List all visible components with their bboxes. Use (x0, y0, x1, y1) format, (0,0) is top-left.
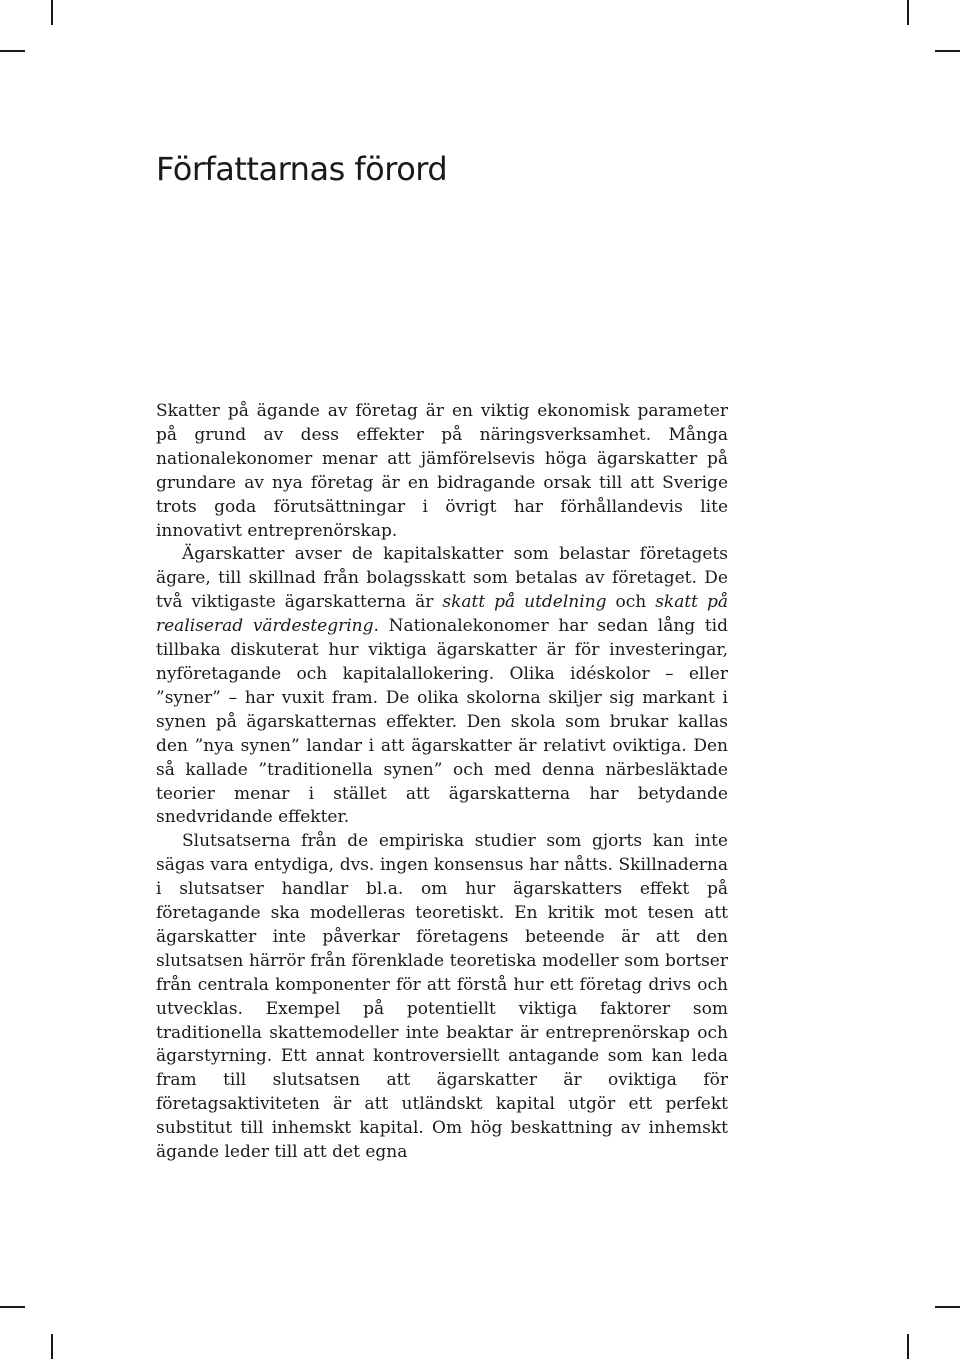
paragraph-text: Slutsatserna från de empiriska studier som gjorts kan inte sägas vara entydiga, dvs. ingen konsensus har nåtts. Skillnaderna i slutsatser handlar bl.a. om hur ägarskatters effekt på företagande ska modelleras teoretiskt. En kritik mot tesen att ägarskatter inte påverkar företagens beteende är att den slutsatsen härrör från förenklade teoretiska modeller som bortser från centrala komponenter för att förstå hur ett företag drivs och utvecklas. Exempel på potentiellt viktiga faktorer som traditionella skattemodeller inte beaktar är entreprenörskap och ägarstyrning. Ett annat kontroversiellt antagande som kan leda fram till slutsatsen att ägarskatter är oviktiga för företagsaktiviteten är att utländskt kapital utgör ett perfekt substitut till inhemskt kapital. Om hög beskattning av inhemskt ägande leder till att det egna (156, 831, 728, 1163)
body-text (156, 400, 728, 1165)
crop-mark-bottom-left (0, 1306, 25, 1308)
paragraph-3 (156, 830, 728, 1165)
paragraph-text: och (606, 592, 656, 613)
page-title: Författarnas förord (156, 150, 448, 188)
crop-mark-top-right (907, 0, 909, 25)
paragraph-text: Ägarskatter avser de kapitalskatter som belastar företagets ägare, till skillnad från bolagsskatt som betalas av företaget. De två viktigaste ägarskatterna är (156, 544, 728, 613)
italic-term: skatt på realiserad värdestegring (156, 592, 729, 637)
paragraph-text: Skatter på ägande av företag är en viktig ekonomisk parameter på grund av dess effekter på näringsverksamhet. Många nationalekonomer menar att jämförelsevis höga ägarskatter på grundare av nya företag är en bidragande orsak till att Sverige trots goda förutsättningar i övrigt har förhållandevis lite innovativt entreprenörskap. (156, 401, 728, 541)
crop-mark-bottom-left (51, 1334, 53, 1359)
paragraph-text: . Nationalekonomer har sedan lång tid tillbaka diskuterat hur viktiga ägarskatter är för investeringar, nyföretagande och kapitalallokering. Olika idéskolor – eller ”syner” – har vuxit fram. De olika skolorna skiljer sig markant i synen på ägarskatternas effekter. Den skola som brukar kallas den ”nya synen” landar i att ägarskatter är relativt oviktiga. Den så kallade ”traditionella synen” och med denna närbesläktade teorier menar i stället att ägarskatterna har betydande snedvridande effekter. (156, 616, 728, 828)
crop-mark-bottom-right (935, 1306, 960, 1308)
paragraph-1 (156, 400, 728, 543)
crop-mark-top-left (51, 0, 53, 25)
italic-term: skatt på utdelning (442, 592, 607, 613)
crop-mark-top-left (0, 50, 25, 52)
crop-mark-bottom-right (907, 1334, 909, 1359)
paragraph-2 (156, 543, 728, 830)
crop-mark-top-right (935, 50, 960, 52)
